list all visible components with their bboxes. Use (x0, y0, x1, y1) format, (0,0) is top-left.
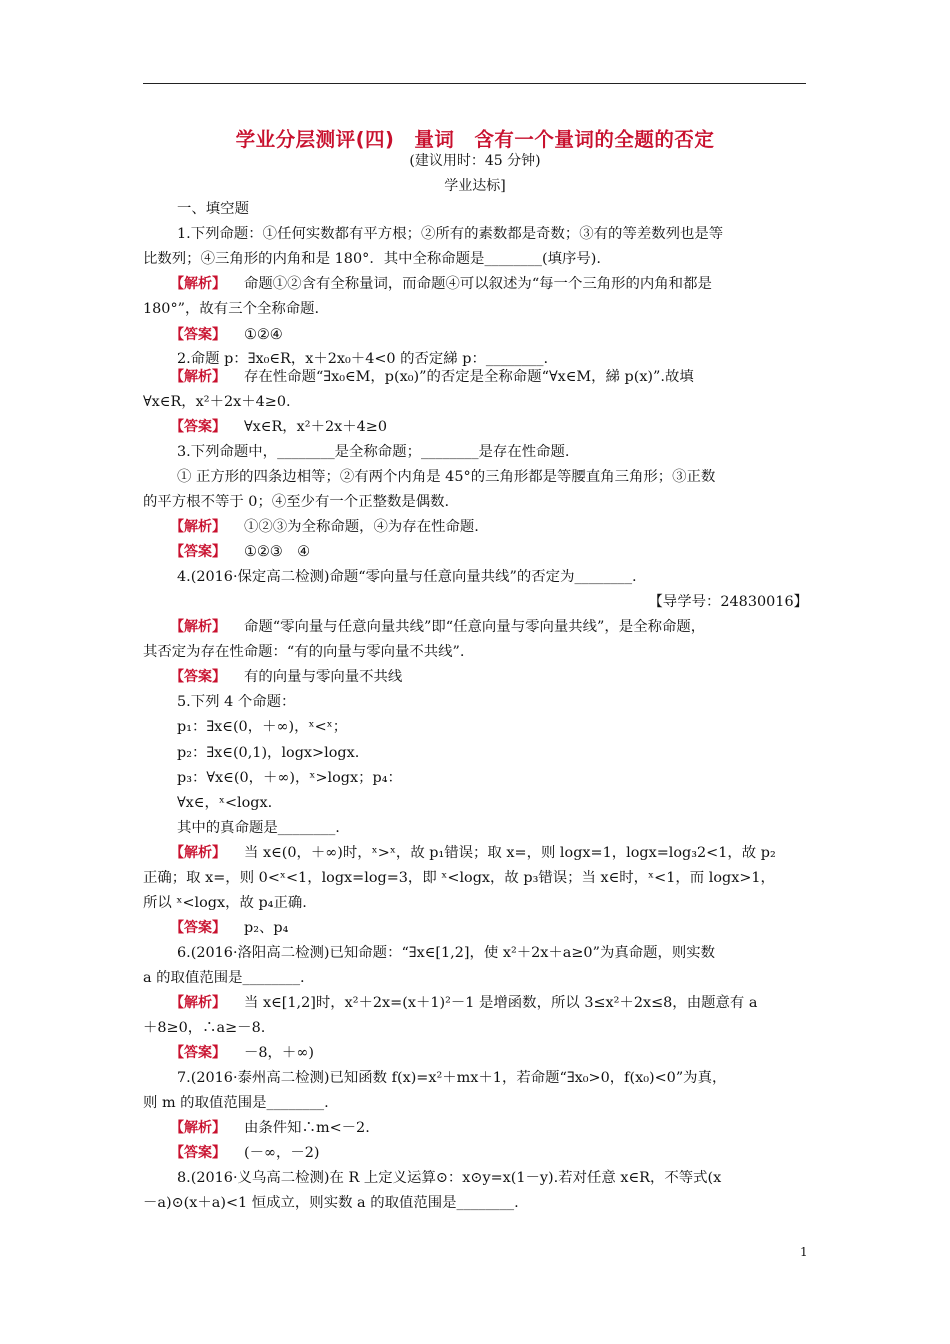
analysis-7 (170, 1119, 808, 1137)
question-8: 8.(2016·义乌高二检测)在 R 上定义运算⊙：x⊙y=x(1－y).若对任意 x∈R，不等式(x (177, 1170, 722, 1186)
question-2: 2.命题 p：∃x₀∈R，x＋2x₀＋4<0 的否定綈 p：________. (177, 351, 549, 367)
answer-1 (170, 326, 808, 344)
page-number: 1 (800, 1245, 808, 1259)
analysis-1-text: 命题①②含有全称量词，而命题④可以叙述为“每一个三角形的内角和都是 (244, 276, 712, 292)
proposition-p1: p₁：∃x∈(0，＋∞)，ˣ<ˣ； (177, 719, 348, 735)
analysis-4-text: 命题“零向量与任意向量共线”即“任意向量与零向量共线”，是全称命题， (244, 619, 706, 635)
analysis-tag: 【解析】 (170, 519, 226, 535)
analysis-tag: 【解析】 (170, 995, 226, 1011)
answer-tag: 【答案】 (170, 419, 226, 435)
question-8-cont: －a)⊙(x＋a)<1 恒成立，则实数 a 的取值范围是________. (143, 1195, 519, 1211)
answer-tag: 【答案】 (170, 920, 226, 936)
question-6-cont: a 的取值范围是________. (143, 970, 305, 986)
analysis-2-text: 存在性命题“∃x₀∈M，p(x₀)”的否定是全称命题“∀x∈M，綈 p(x)”.故填 (244, 369, 694, 385)
question-5: 5.下列 4 个命题： (177, 694, 296, 710)
answer-tag: 【答案】 (170, 669, 226, 685)
answer-tag: 【答案】 (170, 1145, 226, 1161)
answer-1-text: ①②④ (244, 327, 283, 343)
header-rule (143, 83, 806, 84)
answer-4-text: 有的向量与零向量不共线 (244, 669, 403, 685)
section-label: 学业达标] (444, 178, 506, 194)
analysis-7-text: 由条件知∴m<－2. (244, 1120, 370, 1136)
question-4: 4.(2016·保定高二检测)命题“零向量与任意向量共线”的否定为________. (177, 569, 637, 585)
answer-7 (170, 1144, 808, 1162)
answer-5-text: p₂、p₄ (244, 920, 289, 936)
answer-6-text: －8，＋∞) (244, 1045, 314, 1061)
question-7: 7.(2016·泰州高二检测)已知函数 f(x)=x²＋mx＋1，若命题“∃x₀>0，f(x₀)<0”为真， (177, 1070, 727, 1086)
analysis-tag: 【解析】 (170, 276, 226, 292)
analysis-1 (170, 275, 808, 293)
answer-2 (170, 418, 808, 436)
analysis-6-cont: ＋8≥0，∴a≥－8. (143, 1020, 266, 1036)
analysis-5-cont2: 所以 ˣ<logx，故 p₄正确. (143, 895, 307, 911)
analysis-4-cont: 其否定为存在性命题：“有的向量与零向量不共线”. (143, 644, 465, 660)
analysis-2-cont: ∀x∈R，x²＋2x＋4≥0. (143, 394, 291, 410)
analysis-6 (170, 994, 808, 1012)
analysis-3 (170, 518, 808, 536)
analysis-tag: 【解析】 (170, 1120, 226, 1136)
answer-tag: 【答案】 (170, 1045, 226, 1061)
proposition-p4-cont: ∀x∈，ˣ<logx. (177, 795, 273, 811)
analysis-6-text: 当 x∈[1,2]时，x²＋2x=(x＋1)²－1 是增函数，所以 3≤x²＋2x≤8，由题意有 a (244, 995, 758, 1011)
analysis-tag: 【解析】 (170, 619, 226, 635)
guide-number: 【导学号：24830016】 (648, 594, 808, 610)
question-6: 6.(2016·洛阳高二检测)已知命题：“∃x∈[1,2]，使 x²＋2x＋a≥0”为真命题，则实数 (177, 945, 716, 961)
analysis-5-text: 当 x∈(0，＋∞)时，ˣ>ˣ，故 p₁错误；取 x=，则 logx=1，logx=log₃2<1，故 p₂ (244, 845, 776, 861)
analysis-4 (170, 618, 808, 636)
answer-tag: 【答案】 (170, 327, 226, 343)
answer-5 (170, 919, 808, 937)
analysis-tag: 【解析】 (170, 845, 226, 861)
question-3: 3.下列命题中，________是全称命题；________是存在性命题. (177, 444, 570, 460)
proposition-p3-p4: p₃：∀x∈(0，＋∞)，ˣ>logx；p₄： (177, 770, 402, 786)
analysis-1-cont: 180°”，故有三个全称命题. (143, 301, 320, 317)
answer-3-text: ①②③ ④ (244, 544, 310, 560)
question-1-cont: 比数列；④三角形的内角和是 180°．其中全称命题是________(填序号). (143, 251, 601, 267)
analysis-tag: 【解析】 (170, 369, 226, 385)
proposition-p2: p₂：∃x∈(0,1)，logx>logx. (177, 745, 360, 761)
question-1: 1.下列命题：①任何实数都有平方根；②所有的素数都是奇数；③有的等差数列也是等 (177, 226, 724, 242)
analysis-5 (170, 844, 808, 862)
analysis-3-text: ①②③为全称命题，④为存在性命题. (244, 519, 479, 535)
analysis-2 (170, 368, 808, 386)
answer-7-text: (－∞，－2) (244, 1145, 320, 1161)
question-3-items: ① 正方形的四条边相等；②有两个内角是 45°的三角形都是等腰直角三角形；③正数 (177, 469, 716, 485)
answer-6 (170, 1044, 808, 1062)
suggested-time: (建议用时：45 分钟) (409, 153, 541, 169)
answer-2-text: ∀x∈R，x²＋2x＋4≥0 (244, 419, 387, 435)
answer-4 (170, 668, 808, 686)
answer-tag: 【答案】 (170, 544, 226, 560)
question-3-items-cont: 的平方根不等于 0；④至少有一个正整数是偶数. (143, 494, 450, 510)
analysis-5-cont: 正确；取 x=，则 0<ˣ<1，logx=log=3，即 ˣ<logx，故 p₃错误；当 x∈时，ˣ<1，而 logx>1， (143, 870, 775, 886)
question-7-cont: 则 m 的取值范围是________. (143, 1095, 329, 1111)
question-5-blank: 其中的真命题是________. (177, 820, 340, 836)
section-heading: 一、填空题 (177, 201, 249, 217)
page-title: 学业分层测评(四) 量词 含有一个量词的全题的否定 (235, 128, 715, 151)
answer-3 (170, 543, 808, 561)
